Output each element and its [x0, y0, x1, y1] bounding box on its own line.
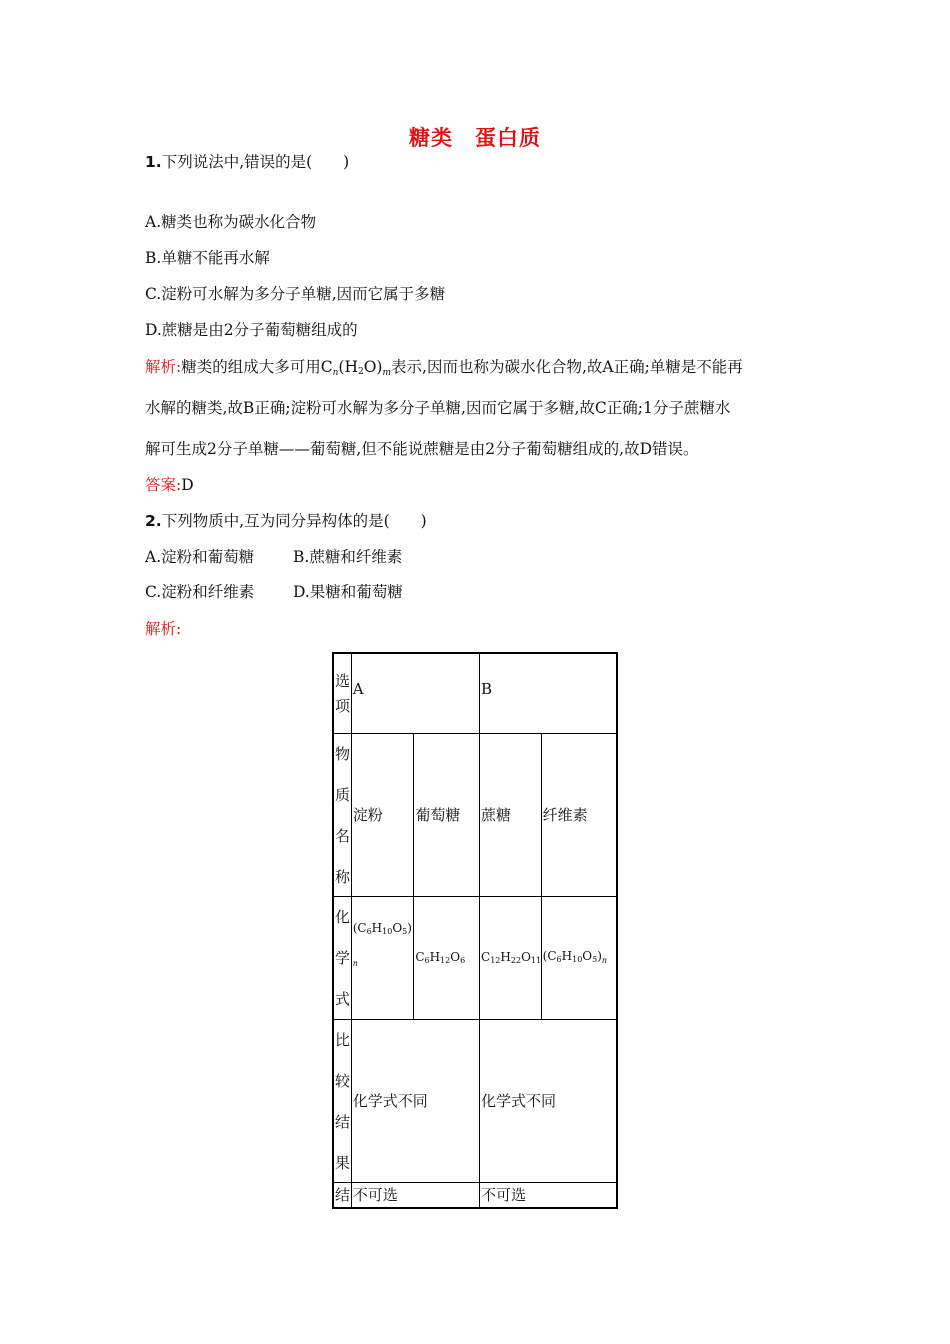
formula-part: H — [561, 949, 573, 964]
formula-sub: 5 — [402, 927, 408, 937]
comparison-table — [332, 652, 618, 1209]
question-1-analysis-line-2: 水解的糖类,故B正确;淀粉可水解为多分子单糖,因而它属于多糖,故C正确;1分子蔗糖水 — [145, 399, 731, 417]
formula-sub: 12 — [490, 955, 501, 965]
formula-part: (C — [542, 949, 557, 964]
formula-sucrose — [481, 950, 541, 964]
cell-option-a — [351, 653, 479, 733]
formula-part: C — [481, 949, 491, 964]
cell-formula-sucrose — [480, 897, 542, 1019]
header-char: 学 — [335, 949, 351, 968]
answer-value: D — [181, 476, 194, 494]
analysis-text: 糖类的组成大多可用C — [181, 358, 333, 376]
formula-cellulose — [542, 949, 608, 966]
subscript-m: m — [382, 368, 392, 378]
question-2-option-d: D.果糖和葡萄糖 — [293, 583, 403, 601]
subscript-2: 2 — [357, 367, 364, 377]
table-row-compare — [333, 1019, 617, 1183]
formula-sub: 6 — [424, 955, 430, 965]
header-char: 式 — [335, 990, 351, 1009]
formula-sub-n: n — [352, 959, 358, 969]
page-title: 糖类 蛋白质 — [409, 126, 541, 150]
cell-formula-starch — [351, 897, 414, 1019]
cell-conclusion-a: 不可选 — [351, 1183, 479, 1208]
formula-part: H — [500, 949, 511, 964]
formula-part: O — [582, 949, 593, 964]
formula-sub-n: n — [601, 956, 608, 966]
question-2-options-row-1 — [145, 547, 545, 567]
cell-name-starch: 淀粉 — [351, 733, 414, 897]
analysis-text: 表示,因而也称为碳水化合物,故A正确;单糖是不能再 — [391, 358, 743, 376]
question-2-text: 下列物质中,互为同分异构体的是( ) — [161, 512, 427, 530]
formula-sub: 10 — [572, 955, 583, 965]
cell-formula-cellulose — [541, 897, 617, 1019]
formula-part: H — [371, 921, 383, 936]
analysis-label: 解析: — [145, 358, 182, 376]
header-char: 项 — [335, 696, 351, 715]
formula-part: O — [521, 949, 531, 964]
formula-sub: 6 — [366, 927, 372, 937]
table-row-name — [333, 733, 617, 897]
formula-part: O — [392, 921, 403, 936]
formula-part: C — [415, 949, 425, 964]
cell-option-b — [480, 653, 617, 733]
formula-sub: 12 — [440, 955, 451, 965]
cell-name-sucrose: 蔗糖 — [480, 733, 542, 897]
question-2-option-c: C.淀粉和纤维素 — [145, 583, 255, 601]
cell-compare-b: 化学式不同 — [480, 1019, 617, 1183]
cell-compare-a: 化学式不同 — [351, 1019, 479, 1183]
header-char: 比 — [335, 1030, 351, 1049]
question-1-stem — [145, 152, 349, 172]
question-1-option-d: D.蔗糖是由2分子葡萄糖组成的 — [145, 321, 358, 339]
formula-part: ) — [407, 921, 412, 936]
option-a-label: A — [352, 680, 364, 699]
row-header-option — [333, 653, 351, 733]
question-2-analysis-label: 解析: — [145, 620, 182, 638]
question-1-analysis-line-1 — [145, 357, 743, 383]
formula-sub: 5 — [592, 955, 598, 965]
cell-conclusion-b: 不可选 — [480, 1183, 617, 1208]
formula-sub: 11 — [530, 955, 542, 965]
cell-formula-glucose — [414, 897, 480, 1019]
option-b-label: B — [481, 680, 493, 699]
header-char: 名 — [335, 826, 351, 845]
table-row-option — [333, 653, 617, 733]
question-2-number: 2. — [145, 512, 162, 530]
header-char: 称 — [335, 867, 351, 886]
formula-sub: 6 — [460, 955, 466, 965]
header-char: 质 — [335, 785, 351, 804]
question-2-options-row-2 — [145, 582, 545, 602]
question-1-number: 1. — [145, 153, 162, 171]
formula-sub: 22 — [510, 955, 522, 965]
question-1-option-a: A.糖类也称为碳水化合物 — [145, 213, 317, 231]
formula-sub: 6 — [556, 955, 562, 965]
cell-name-cellulose: 纤维素 — [541, 733, 617, 897]
row-header-formula — [333, 897, 351, 1019]
formula-glucose — [415, 950, 465, 964]
question-2-stem — [145, 511, 427, 531]
header-char: 选 — [335, 671, 351, 690]
question-2-option-a: A.淀粉和葡萄糖 — [145, 548, 255, 566]
header-char: 化 — [335, 908, 351, 927]
row-header-name — [333, 733, 351, 897]
table-row-formula — [333, 897, 617, 1019]
formula-sub: 10 — [382, 927, 393, 937]
header-char: 物 — [335, 744, 351, 763]
analysis-text: (H — [338, 358, 358, 376]
cell-name-glucose: 葡萄糖 — [414, 733, 480, 897]
question-1-option-c: C.淀粉可水解为多分子单糖,因而它属于多糖 — [145, 285, 446, 303]
table-row-conclusion — [333, 1183, 617, 1208]
formula-part: O — [450, 949, 461, 964]
formula-starch — [353, 921, 412, 935]
formula-part: ) — [597, 949, 602, 964]
formula-part: (C — [352, 921, 367, 936]
header-char: 果 — [335, 1153, 351, 1172]
question-1-answer — [145, 475, 194, 495]
question-2-option-b: B.蔗糖和纤维素 — [293, 548, 403, 566]
analysis-text: O) — [363, 358, 383, 376]
question-1-analysis-line-3: 解可生成2分子单糖——葡萄糖,但不能说蔗糖是由2分子葡萄糖组成的,故D错误。 — [145, 440, 699, 458]
subscript-n: n — [332, 368, 339, 378]
row-header-conclusion: 结 — [333, 1183, 351, 1208]
answer-label: 答案: — [145, 476, 182, 494]
row-header-compare — [333, 1019, 351, 1183]
header-char: 较 — [335, 1071, 351, 1090]
formula-part: H — [429, 949, 441, 964]
question-1-text: 下列说法中,错误的是( ) — [161, 153, 350, 171]
header-char: 结 — [335, 1112, 351, 1131]
question-1-option-b: B.单糖不能再水解 — [145, 249, 270, 267]
